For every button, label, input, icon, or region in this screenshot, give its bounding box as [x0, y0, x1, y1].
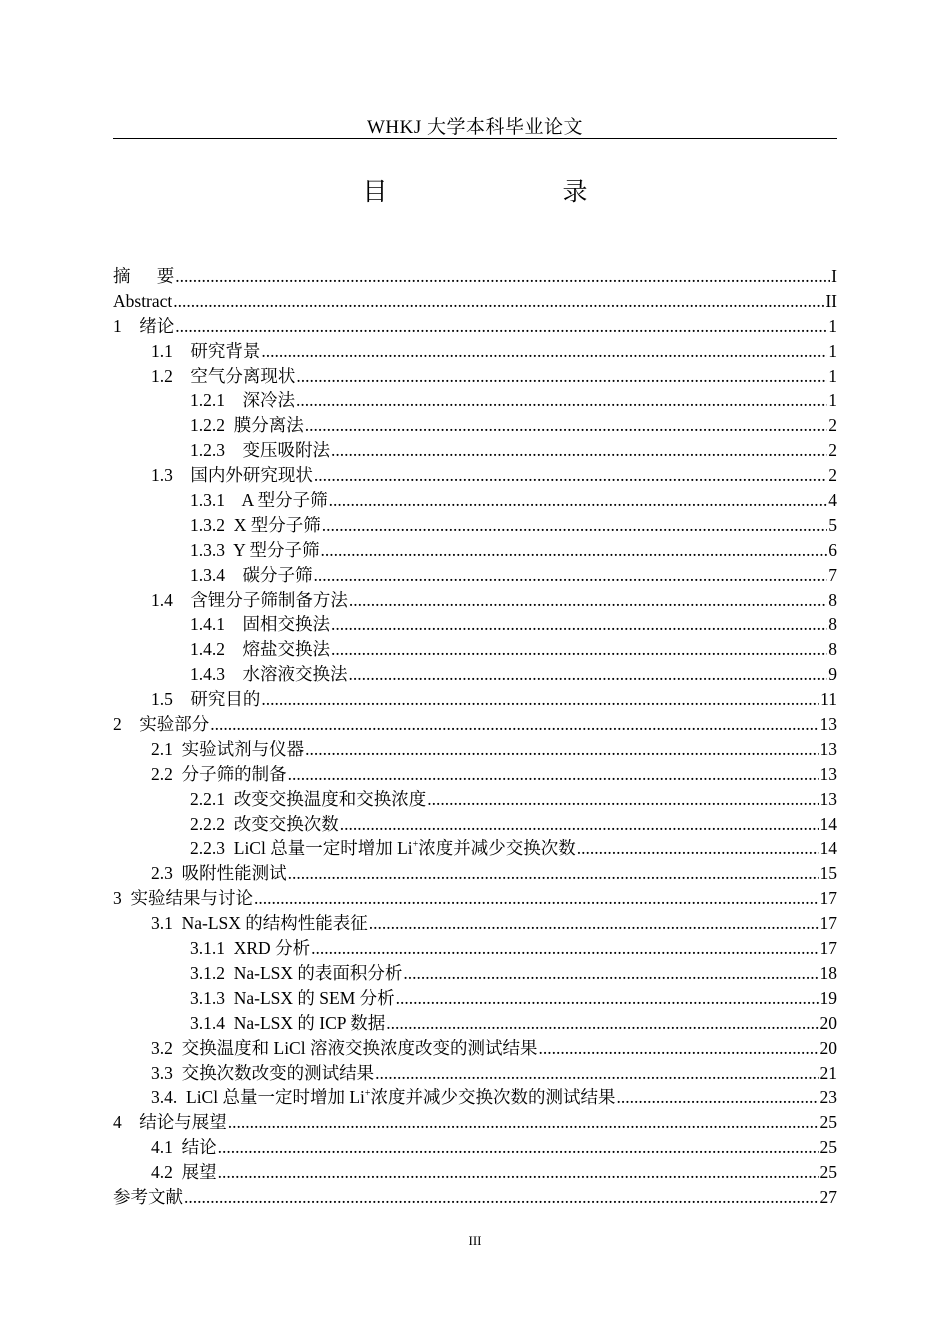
toc-entry-page: I [831, 266, 837, 286]
toc-entry-title: 1.3.3 Y 型分子筛 [190, 539, 320, 560]
toc-entry-title: 4 结论与展望 [113, 1112, 227, 1133]
toc-entry-page: 1 [828, 390, 837, 411]
dot-leader [314, 563, 828, 588]
toc-entry[interactable] [113, 1185, 837, 1210]
toc-entry-title: 1.2.1 深冷法 [190, 390, 295, 411]
toc-entry-page: 14 [819, 838, 837, 859]
dot-leader [173, 289, 824, 314]
toc-entry[interactable] [113, 413, 837, 438]
toc-entry[interactable] [113, 1061, 837, 1086]
toc-entry-title: 4.1 结论 [151, 1137, 217, 1158]
toc-entry[interactable] [113, 264, 837, 289]
dot-leader [314, 463, 827, 488]
dot-leader [210, 712, 818, 737]
dot-leader [331, 637, 827, 662]
toc-entry[interactable] [113, 1160, 837, 1185]
toc-entry-page: 25 [819, 1112, 837, 1133]
toc-entry[interactable] [113, 588, 837, 613]
toc-entry-title: 1.3 国内外研究现状 [151, 465, 313, 486]
dot-leader [331, 438, 827, 463]
toc-entry-page: 25 [819, 1137, 837, 1158]
dot-leader [320, 538, 827, 563]
toc-entry-page: 13 [819, 788, 837, 809]
dot-leader [254, 886, 819, 911]
toc-entry[interactable] [113, 986, 837, 1011]
toc-entry-page: 5 [828, 514, 837, 535]
toc-entry-page: 11 [820, 689, 837, 710]
toc-entry[interactable] [113, 861, 837, 886]
toc-entry[interactable] [113, 1110, 837, 1135]
toc-entry-title: 1.1 研究背景 [151, 340, 261, 361]
toc-entry[interactable] [113, 662, 837, 687]
toc-entry-title: 3.1.1 XRD 分析 [190, 938, 311, 959]
dot-leader [396, 986, 819, 1011]
page-number: III [468, 1233, 482, 1248]
toc-entry[interactable] [113, 563, 837, 588]
dot-leader [329, 488, 828, 513]
table-of-contents [113, 264, 837, 1210]
toc-entry[interactable] [113, 712, 837, 737]
toc-entry-title: 1.2.2 膜分离法 [190, 415, 304, 436]
toc-entry[interactable] [113, 762, 837, 787]
dot-leader [427, 787, 818, 812]
toc-entry[interactable] [113, 836, 837, 861]
toc-entry[interactable] [113, 737, 837, 762]
toc-entry[interactable] [113, 289, 837, 314]
dot-leader [261, 687, 819, 712]
dot-leader [305, 737, 818, 762]
toc-entry[interactable] [113, 687, 837, 712]
toc-entry-title: 2.2 分子筛的制备 [151, 763, 287, 784]
dot-leader [288, 762, 819, 787]
toc-entry[interactable] [113, 1085, 837, 1110]
toc-entry-title: 1.3.4 碳分子筛 [190, 564, 313, 585]
header-divider [113, 138, 837, 139]
toc-entry[interactable] [113, 488, 837, 513]
toc-entry[interactable] [113, 388, 837, 413]
dot-leader [218, 1135, 819, 1160]
toc-entry-title: 3.2 交换温度和 LiCl 溶液交换浓度改变的测试结果 [151, 1037, 538, 1058]
toc-entry-page: 7 [828, 564, 837, 585]
page-header: WHKJ 大学本科毕业论文 [366, 117, 584, 138]
toc-entry-page: 1 [828, 315, 837, 336]
toc-entry-page: 17 [819, 913, 837, 934]
toc-entry-page: 4 [828, 490, 837, 511]
toc-entry-page: 27 [819, 1186, 837, 1207]
dot-leader [386, 1011, 818, 1036]
toc-entry[interactable] [113, 787, 837, 812]
toc-entry-title: 1 绪论 [113, 315, 175, 336]
dot-leader [349, 588, 827, 613]
dot-leader [617, 1085, 819, 1110]
toc-entry[interactable] [113, 438, 837, 463]
toc-entry-page: 21 [819, 1062, 837, 1083]
superscript: + [412, 839, 419, 851]
toc-entry-title: 2 实验部分 [113, 714, 210, 735]
toc-entry-title: 1.4.2 熔盐交换法 [190, 639, 330, 660]
dot-leader [369, 911, 819, 936]
toc-entry-title: 1.2.3 变压吸附法 [190, 440, 330, 461]
toc-entry-page: 20 [819, 1012, 837, 1033]
dot-leader [261, 339, 827, 364]
toc-entry-page: 2 [828, 415, 837, 436]
dot-leader [218, 1160, 819, 1185]
superscript: + [364, 1088, 371, 1100]
toc-entry-title: 4.2 展望 [151, 1162, 217, 1183]
toc-entry-page: 18 [819, 962, 837, 983]
toc-entry-page: 19 [819, 987, 837, 1008]
dot-leader [305, 413, 828, 438]
toc-entry-page: 17 [819, 938, 837, 959]
toc-entry-page: 25 [819, 1162, 837, 1183]
dot-leader [322, 513, 827, 538]
dot-leader [184, 1185, 819, 1210]
dot-leader [375, 1061, 818, 1086]
toc-entry-page: 13 [819, 714, 837, 735]
toc-entry-page: 2 [828, 440, 837, 461]
toc-entry[interactable] [113, 911, 837, 936]
toc-entry[interactable] [113, 936, 837, 961]
toc-entry-page: 9 [828, 664, 837, 685]
dot-leader [538, 1036, 818, 1061]
toc-entry[interactable] [113, 612, 837, 637]
toc-entry-title: 参考文献 [113, 1186, 183, 1207]
dot-leader [331, 612, 827, 637]
toc-entry-page: II [825, 290, 837, 311]
dot-leader [349, 662, 828, 687]
toc-entry-title: 1.3.2 X 型分子筛 [190, 514, 321, 535]
toc-entry-title: 3.1.2 Na-LSX 的表面积分析 [190, 962, 403, 983]
toc-entry-title: 1.4.3 水溶液交换法 [190, 664, 348, 685]
toc-entry-title: Abstract [113, 290, 173, 311]
toc-title: 目 录 [362, 179, 618, 206]
dot-leader [340, 812, 819, 837]
toc-entry[interactable] [113, 1135, 837, 1160]
toc-entry-title: 3.1 Na-LSX 的结构性能表征 [151, 913, 368, 934]
toc-entry-page: 14 [819, 813, 837, 834]
toc-entry-page: 13 [819, 763, 837, 784]
toc-entry-page: 8 [828, 639, 837, 660]
toc-entry-page: 2 [828, 465, 837, 486]
dot-leader [228, 1110, 819, 1135]
toc-entry[interactable] [113, 463, 837, 488]
dot-leader [577, 836, 819, 861]
toc-entry-page: 23 [819, 1087, 837, 1108]
toc-entry-page: 1 [828, 365, 837, 386]
toc-entry[interactable] [113, 886, 837, 911]
toc-entry-title: 1.4.1 固相交换法 [190, 614, 330, 635]
dot-leader [288, 861, 819, 886]
toc-entry-page: 1 [828, 340, 837, 361]
toc-entry[interactable] [113, 538, 837, 563]
toc-entry-page: 8 [828, 589, 837, 610]
toc-entry-page: 8 [828, 614, 837, 635]
toc-entry[interactable] [113, 314, 837, 339]
toc-entry[interactable] [113, 339, 837, 364]
toc-entry[interactable] [113, 812, 837, 837]
toc-entry[interactable] [113, 637, 837, 662]
toc-entry-title: 摘 要 [113, 266, 175, 286]
toc-entry[interactable] [113, 513, 837, 538]
toc-entry-title: 1.3.1 A 型分子筛 [190, 490, 328, 511]
dot-leader [311, 936, 818, 961]
toc-entry-page: 20 [819, 1037, 837, 1058]
toc-entry-title: 1.5 研究目的 [151, 689, 261, 710]
toc-entry[interactable] [113, 1036, 837, 1061]
toc-entry[interactable] [113, 1011, 837, 1036]
dot-leader [175, 264, 830, 289]
toc-entry-page: 15 [819, 863, 837, 884]
toc-entry-title: 3.3 交换次数改变的测试结果 [151, 1062, 375, 1083]
toc-entry-page: 13 [819, 738, 837, 759]
toc-entry-title: 1.4 含锂分子筛制备方法 [151, 589, 348, 610]
dot-leader [296, 388, 827, 413]
toc-entry[interactable] [113, 364, 837, 389]
toc-entry-page: 6 [828, 539, 837, 560]
toc-entry-page: 17 [819, 888, 837, 909]
toc-entry-title: 3.4. LiCl 总量一定时增加 Li+浓度并减少交换次数的测试结果 [151, 1087, 616, 1108]
toc-entry-title: 2.1 实验试剂与仪器 [151, 738, 305, 759]
dot-leader [403, 961, 818, 986]
toc-entry-title: 2.3 吸附性能测试 [151, 863, 287, 884]
toc-entry[interactable] [113, 961, 837, 986]
toc-entry-title: 2.2.3 LiCl 总量一定时增加 Li+浓度并减少交换次数 [190, 838, 576, 859]
toc-entry-title: 3.1.4 Na-LSX 的 ICP 数据 [190, 1012, 386, 1033]
dot-leader [175, 314, 827, 339]
toc-entry-title: 3.1.3 Na-LSX 的 SEM 分析 [190, 987, 395, 1008]
toc-entry-title: 2.2.1 改变交换温度和交换浓度 [190, 788, 427, 809]
dot-leader [296, 364, 827, 389]
toc-entry-title: 3 实验结果与讨论 [113, 888, 253, 909]
toc-entry-title: 1.2 空气分离现状 [151, 365, 296, 386]
toc-entry-title: 2.2.2 改变交换次数 [190, 813, 339, 834]
